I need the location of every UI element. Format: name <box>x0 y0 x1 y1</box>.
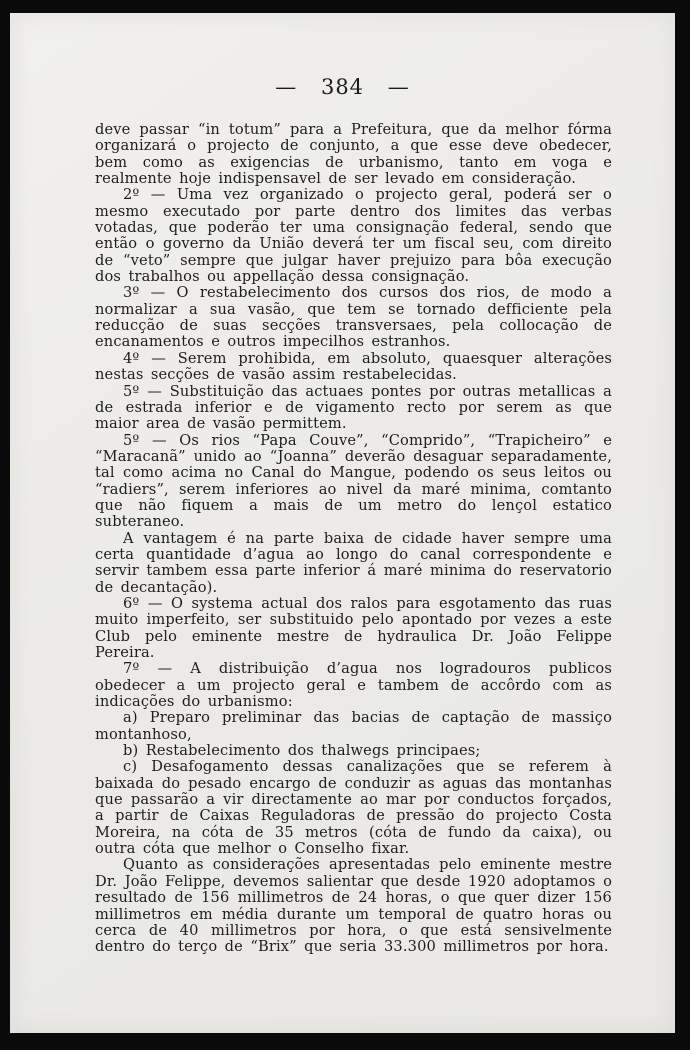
paragraph-closing: Quanto as considerações apresentadas pelo eminente mestre Dr. João Felippe, devemos salientar que desde 1920 adoptamos o resultado de 156 millimetros de 24 horas, o que quer dizer 156 millimetros em média durante um temporal de quatro horas ou cerca de 40 millimetros por hora, o que está sensivelmente dentro do terço de “Brix” que seria 33.300 millimetros por hora. <box>95 856 612 956</box>
paragraph-list-b: b) Restabelecimento dos thalwegs principaes; <box>123 742 481 760</box>
document-page <box>10 13 675 1033</box>
paragraph-list-c: c) Desafogamento dessas canalizações que se referem à baixada do pesado encargo de conduzir as aguas das montanhas que passarão a vir directamente ao mar por conductos forçados, a partir de Caixas Reguladoras de pressão do projecto Costa Moreira, na cóta de 35 metros (cóta de fundo da caixa), ou outra cóta que melhor o Conselho fixar. <box>95 758 612 858</box>
paragraph-item-6: 6º — O systema actual dos ralos para esgotamento das ruas muito imperfeito, ser substituido pelo apontado por vezes a este Club pelo eminente mestre de hydraulica Dr. João Felippe Pereira. <box>95 594 612 661</box>
paragraph-list-a: a) Preparo preliminar das bacias de captação de massiço montanhoso, <box>95 709 612 743</box>
text-block <box>95 122 612 956</box>
paragraph-item-2: 2º — Uma vez organizado o projecto geral, poderá ser o mesmo executado por parte dentro dos limites das verbas votadas, que poderão ter uma consignação federal, sendo que então o governo da União deverá ter um fiscal seu, com direito de “veto” sempre que julgar haver prejuizo para bôa execução dos trabalhos ou appellação dessa consignação. <box>95 186 612 286</box>
page-number: — 384 — <box>275 75 410 99</box>
paragraph-item-3: 3º — O restabelecimento dos cursos dos rios, de modo a normalizar a sua vasão, que tem se tornado defficiente pela reducção de suas secções transversaes, pela collocação de encanamentos e outros impecilhos estranhos. <box>95 284 612 351</box>
paragraph-item-5a: 5º — Substituição das actuaes pontes por outras metallicas a de estrada inferior e de vigamento recto por serem as que maior area de vasão permittem. <box>95 382 612 433</box>
paragraph-item-4: 4º — Serem prohibida, em absoluto, quaesquer alterações nestas secções de vasão assim restabelecidas. <box>95 349 612 384</box>
paragraph-item-5b: 5º — Os rios “Papa Couve”, “Comprido”, “Trapicheiro” e “Maracanã” unido ao “Joanna” deverão desaguar separadamente, tal como acima no Canal do Mangue, podendo os seus leitos ou “radiers”, serem inferiores ao nivel da maré minima, comtanto que não fiquem a mais de um metro do lençol estatico subteraneo. <box>95 431 612 531</box>
paragraph-continuation: deve passar “in totum” para a Prefeitura, que da melhor fórma organizará o projecto de conjunto, a que esse deve obedecer, bem como as exigencias de urbanismo, tanto em voga e realmente hoje indispensavel de ser levado em consideração. <box>95 121 612 188</box>
paragraph-note: A vantagem é na parte baixa de cidade haver sempre uma certa quantidade d’agua ao longo do canal correspondente e servir tambem essa parte inferior á maré minima do reservatorio de decantação). <box>95 529 612 596</box>
paragraph-item-7: 7º — A distribuição d’agua nos logradouros publicos obedecer a um projecto geral e tambem de accôrdo com as indicações do urbanismo: <box>95 660 612 711</box>
